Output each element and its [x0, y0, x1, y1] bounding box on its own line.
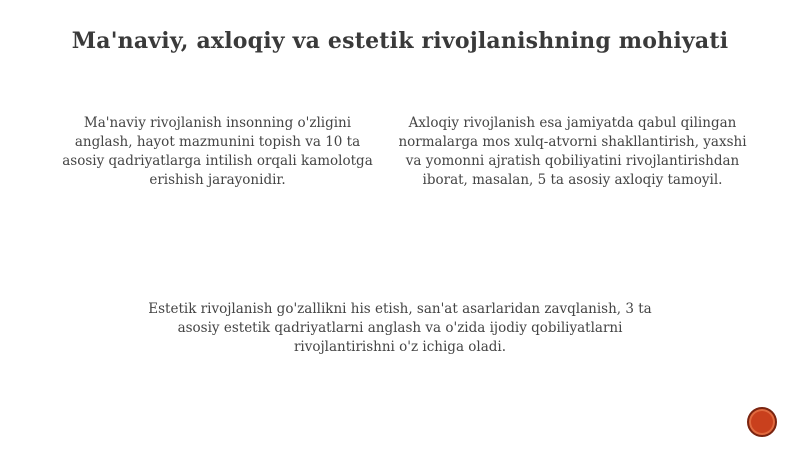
paragraph-moral: Axloqiy rivojlanish esa jamiyatda qabul qilingan normalarga mos xulq-atvorni shakllantirish, yaxshi va yomonni ajratish qobiliyatini rivojlantirishdan iborat, masalan, 5 ta asosiy axloqiy tamoyil.: [398, 115, 747, 188]
circle-nav-icon[interactable]: [747, 407, 777, 437]
paragraph-aesthetic: Estetik rivojlanish go'zallikni his etish, san'at asarlaridan zavqlanish, 3 ta asosiy estetik qadriyatlarni anglash va o'zida ijodiy qobiliyatlarni rivojlantirishni o'z ichiga oladi.: [148, 301, 652, 355]
paragraph-spiritual: Ma'naviy rivojlanish insonning o'zligini anglash, hayot mazmunini topish va 10 ta asosiy qadriyatlarga intilish orqali kamolotga erishish jarayonidir.: [62, 115, 373, 188]
slide-title: Ma'naviy, axloqiy va estetik rivojlanishning mohiyati: [71, 28, 729, 54]
